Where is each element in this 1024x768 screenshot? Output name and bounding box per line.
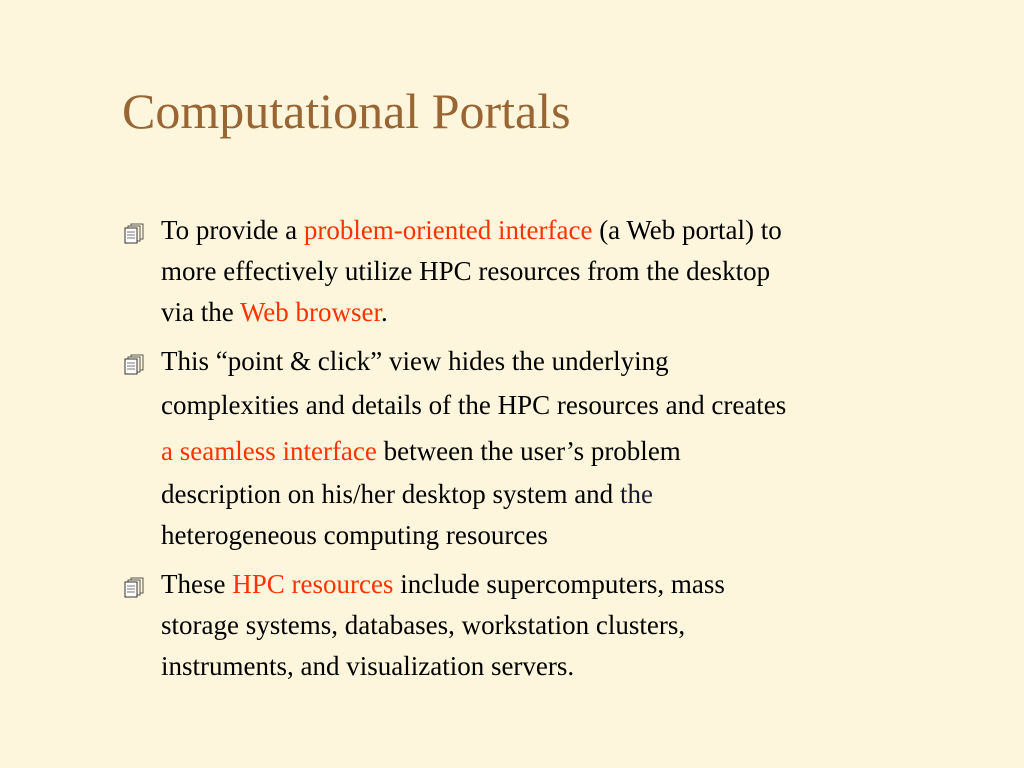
bullet-line: description on his/her desktop system and the	[161, 479, 653, 509]
bullet-line: complexities and details of the HPC resources and creates	[161, 390, 787, 420]
bullet-line: instruments, and visualization servers.	[161, 651, 575, 681]
bullet-item	[120, 564, 970, 687]
bullet-item	[120, 210, 970, 333]
stacked-pages-icon	[124, 353, 146, 375]
bullet-line: To provide a problem-oriented interface (a Web portal) to	[161, 215, 782, 245]
highlighted-term: Web browser	[239, 297, 382, 327]
bullet-line: more effectively utilize HPC resources from the desktop	[161, 256, 771, 286]
bullet-list	[120, 210, 970, 695]
slide-title: Computational Portals	[122, 83, 571, 139]
bullet-line: These HPC resources include supercomputers, mass	[161, 569, 725, 599]
stacked-pages-icon	[124, 222, 146, 244]
bullet-line: via the Web browser.	[161, 297, 388, 327]
bullet-line: storage systems, databases, workstation clusters,	[161, 610, 686, 640]
bullet-line: This “point & click” view hides the underlying	[161, 346, 669, 376]
highlighted-term: HPC resources	[232, 569, 394, 599]
highlighted-term: a seamless interface	[161, 436, 377, 466]
stacked-pages-icon	[124, 576, 146, 598]
bullet-line: a seamless interface between the user’s problem	[161, 436, 681, 466]
bullet-line: heterogeneous computing resources	[161, 520, 548, 550]
highlighted-term: problem-oriented interface	[303, 215, 593, 245]
bullet-item	[120, 341, 970, 556]
